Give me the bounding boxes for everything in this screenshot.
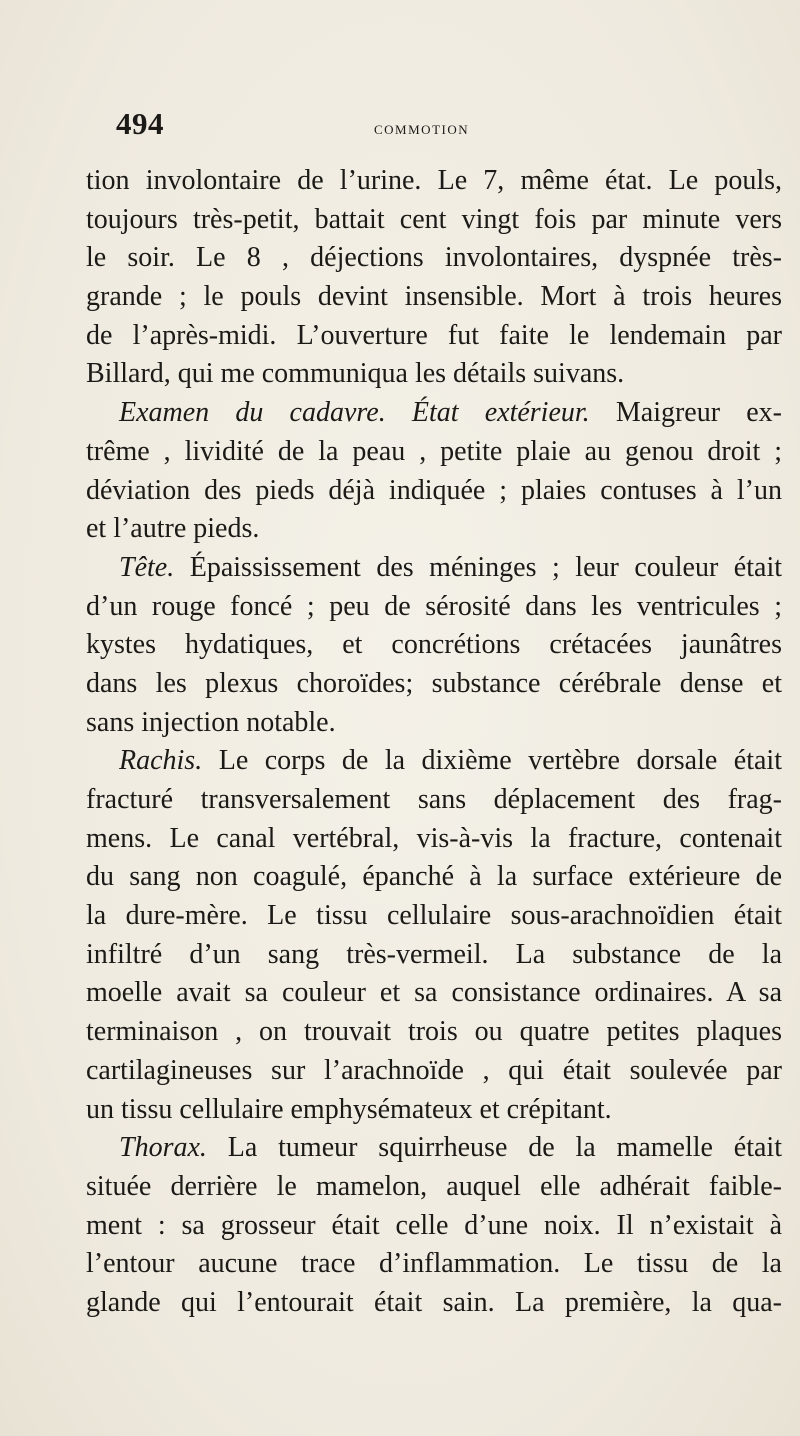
- line-text: infiltré d’un sang très-vermeil. La substance de la: [86, 938, 782, 970]
- text-line: [86, 1129, 782, 1168]
- text-line: [86, 858, 782, 897]
- section-heading: Examen du cadavre. État extérieur.: [119, 397, 590, 429]
- text-line: [86, 549, 782, 588]
- text-line: [86, 742, 782, 781]
- line-text: tion involontaire de l’urine. Le 7, même état. Le pouls,: [86, 165, 782, 196]
- line-text: le soir. Le 8 , déjections involontaires, dyspnée très-: [86, 242, 782, 274]
- line-text: d’un rouge foncé ; peu de sérosité dans les ventricules ;: [86, 590, 782, 622]
- text-line: [86, 1284, 782, 1323]
- text-line: [86, 897, 782, 936]
- line-text: du sang non coagulé, épanché à la surface extérieure de: [86, 861, 782, 893]
- text-line: [86, 1091, 782, 1130]
- line-text: et l’autre pieds.: [86, 513, 260, 545]
- line-text: mens. Le canal vertébral, vis-à-vis la fracture, contenait: [86, 822, 782, 854]
- line-text: cartilagineuses sur l’arachnoïde , qui était soulevée par: [86, 1054, 782, 1086]
- line-text: déviation des pieds déjà indiquée ; plaies contuses à l’un: [86, 474, 782, 506]
- text-line: [86, 704, 782, 743]
- text-line: [86, 588, 782, 627]
- line-text: un tissu cellulaire emphysémateux et crépitant.: [86, 1093, 612, 1125]
- text-line: [86, 974, 782, 1013]
- text-line: [86, 1052, 782, 1091]
- running-head: commotion: [374, 118, 470, 139]
- line-text: de l’après-midi. L’ouverture fut faite le lendemain par: [86, 319, 782, 351]
- text-line: [86, 239, 782, 278]
- line-text: sans injection notable.: [86, 706, 336, 738]
- body-text: [86, 162, 782, 1323]
- line-text: terminaison , on trouvait trois ou quatre petites plaques: [86, 1016, 782, 1048]
- text-line: [86, 355, 782, 394]
- line-text: kystes hydatiques, et concrétions crétacées jaunâtres: [86, 629, 782, 661]
- text-line: [86, 394, 782, 433]
- line-text: ment : sa grosseur était celle d’une noix. Il n’existait à: [86, 1209, 782, 1241]
- text-line: [86, 626, 782, 665]
- page-header: [116, 106, 756, 146]
- text-line: [86, 936, 782, 975]
- text-line: [86, 317, 782, 356]
- text-line: [86, 781, 782, 820]
- line-text: Maigreur ex-: [589, 397, 782, 429]
- line-text: dans les plexus choroïdes; substance cérébrale dense et: [86, 667, 782, 699]
- line-text: trême , lividité de la peau , petite plaie au genou droit ;: [86, 435, 782, 467]
- line-text: Le corps de la dixième vertèbre dorsale était: [202, 745, 782, 777]
- text-line: [86, 433, 782, 472]
- line-text: moelle avait sa couleur et sa consistance ordinaires. A sa: [86, 977, 782, 1009]
- line-text: Billard, qui me communiqua les détails suivans.: [86, 358, 625, 390]
- section-heading: Tête.: [119, 551, 175, 583]
- line-text: située derrière le mamelon, auquel elle adhérait faible-: [86, 1170, 782, 1202]
- section-heading: Rachis.: [119, 745, 203, 777]
- line-text: Épaississement des méninges ; leur couleur était: [174, 551, 782, 583]
- line-text: la dure-mère. Le tissu cellulaire sous-arachnoïdien était: [86, 900, 782, 932]
- line-text: La tumeur squirrheuse de la mamelle était: [206, 1132, 782, 1164]
- text-line: [86, 665, 782, 704]
- section-heading: Thorax.: [119, 1132, 207, 1164]
- text-line: [86, 1207, 782, 1246]
- text-line: [86, 472, 782, 511]
- line-text: toujours très-petit, battait cent vingt fois par minute vers: [86, 203, 782, 235]
- text-line: [86, 278, 782, 317]
- page-number: 494: [116, 106, 164, 141]
- line-text: fracturé transversalement sans déplacement des frag-: [86, 784, 782, 815]
- text-line: [86, 820, 782, 859]
- text-line: [86, 1013, 782, 1052]
- text-line: [86, 510, 782, 549]
- text-line: [86, 1168, 782, 1207]
- text-line: [86, 201, 782, 240]
- line-text: glande qui l’entourait était sain. La première, la qua-: [86, 1286, 782, 1318]
- text-line: [86, 162, 782, 201]
- line-text: l’entour aucune trace d’inflammation. Le tissu de la: [86, 1248, 782, 1280]
- text-line: [86, 1245, 782, 1284]
- line-text: grande ; le pouls devint insensible. Mort à trois heures: [86, 281, 782, 313]
